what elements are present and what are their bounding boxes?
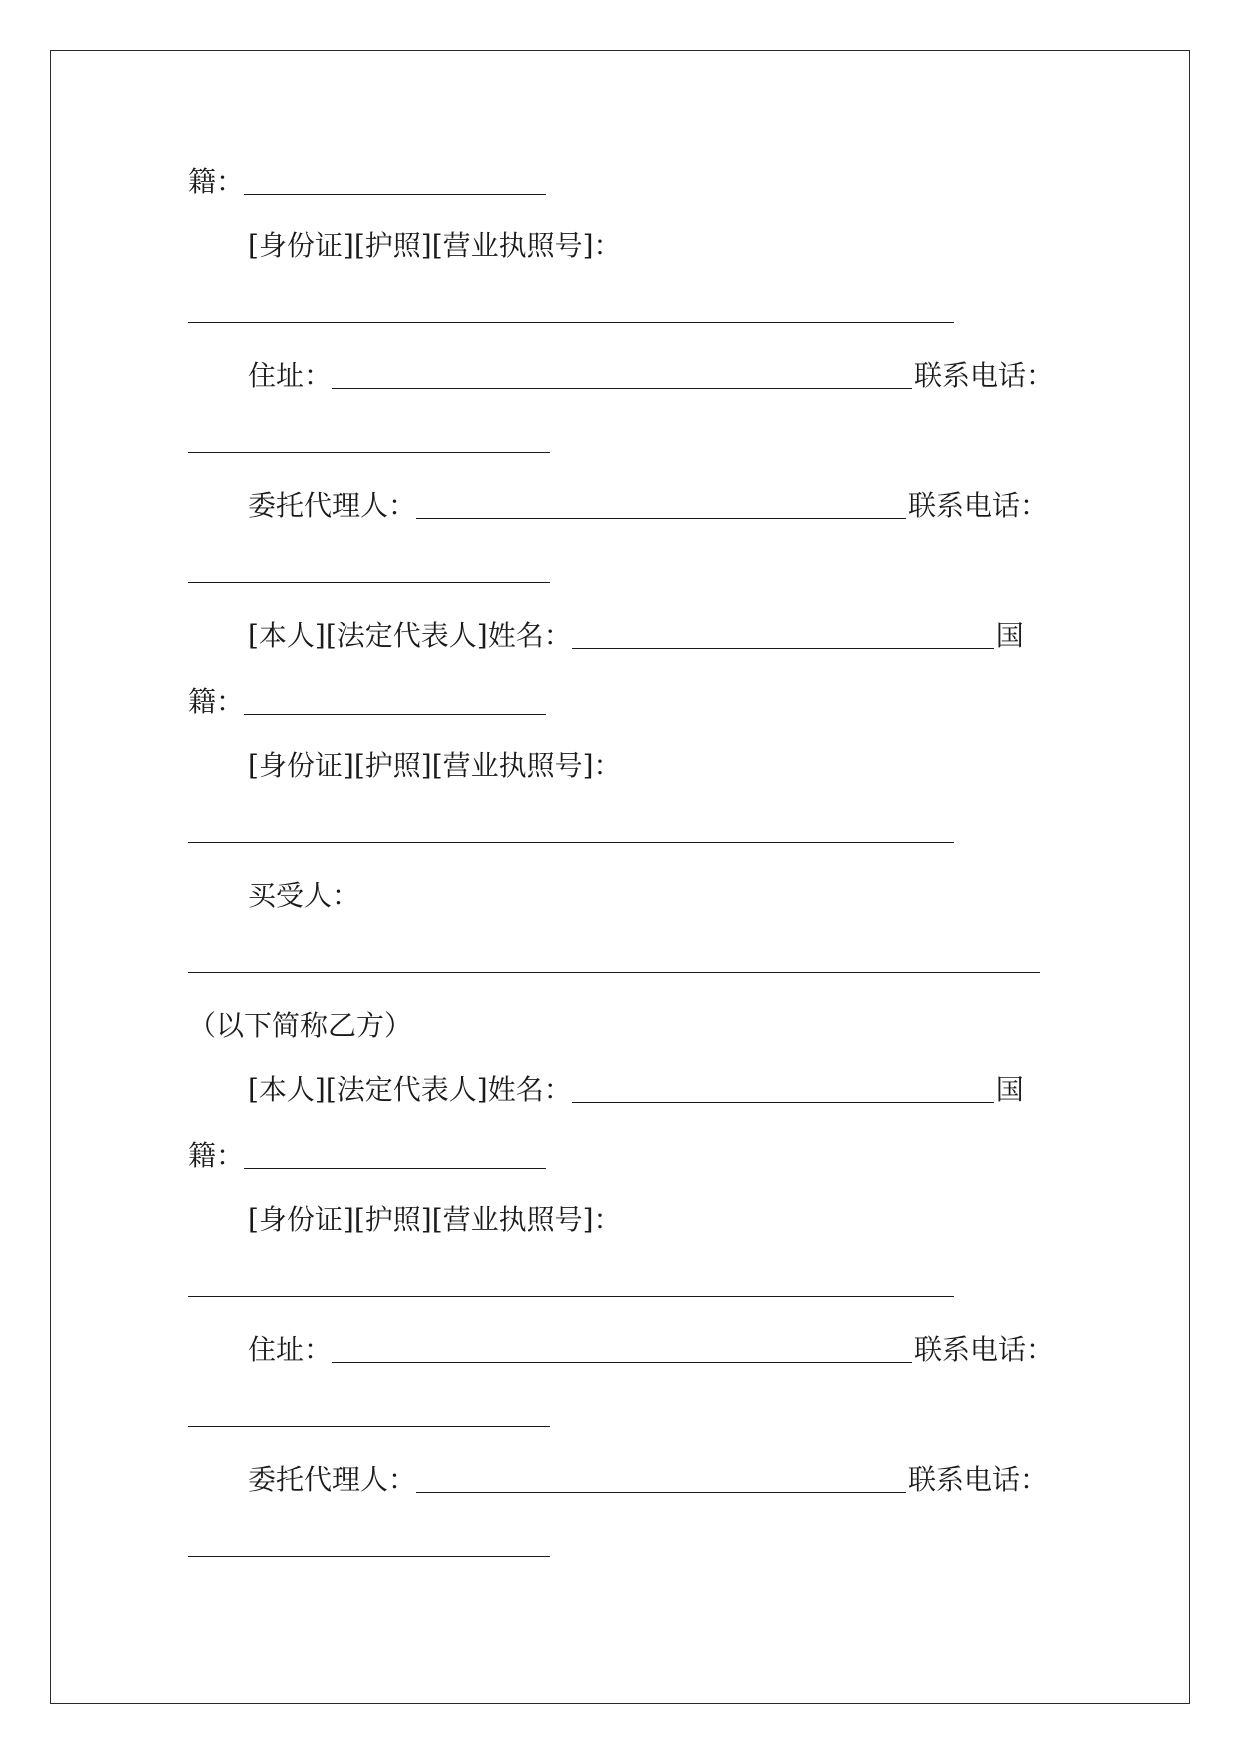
- phone-blank-line: [188, 550, 550, 590]
- buyer-line: [248, 876, 360, 916]
- agent-line: [248, 1460, 1048, 1500]
- nationality-line: [188, 682, 546, 722]
- field-label: [身份证][护照][营业执照号]：: [248, 749, 622, 782]
- phone-blank[interactable]: [188, 581, 550, 583]
- id-number-blank-line: [188, 290, 954, 330]
- nationality-blank[interactable]: [244, 193, 546, 195]
- nationality-label-start: 国: [995, 1073, 1024, 1106]
- address-line: [248, 1330, 1054, 1370]
- phone-blank-line: [188, 420, 550, 460]
- id-number-label-line: [248, 226, 622, 266]
- field-label: 籍：: [188, 685, 245, 718]
- id-number-label-line: [248, 746, 622, 786]
- buyer-blank-line: [188, 940, 1040, 980]
- field-label: 委托代理人：: [248, 489, 417, 522]
- name-line: [248, 616, 1024, 656]
- id-number-blank-line: [188, 810, 954, 850]
- field-label: [本人][法定代表人]姓名：: [248, 1073, 572, 1106]
- phone-label: 联系电话：: [914, 359, 1055, 392]
- agent-line: [248, 486, 1048, 526]
- phone-blank[interactable]: [188, 1555, 550, 1557]
- field-label: 住址：: [248, 359, 333, 392]
- address-blank[interactable]: [332, 1361, 912, 1363]
- phone-blank[interactable]: [188, 1425, 550, 1427]
- phone-label: 联系电话：: [914, 1333, 1055, 1366]
- id-number-blank-line: [188, 1264, 954, 1304]
- field-label: 住址：: [248, 1333, 333, 1366]
- nationality-blank[interactable]: [244, 1167, 546, 1169]
- phone-blank[interactable]: [188, 451, 550, 453]
- address-blank[interactable]: [332, 387, 912, 389]
- id-number-blank[interactable]: [188, 841, 954, 843]
- phone-label: 联系电话：: [908, 1463, 1049, 1496]
- address-line: [248, 356, 1054, 396]
- buyer-blank[interactable]: [188, 971, 1040, 973]
- name-blank[interactable]: [572, 1101, 994, 1103]
- nationality-label-start: 国: [995, 619, 1024, 652]
- phone-label: 联系电话：: [908, 489, 1049, 522]
- party-b-note-line: [188, 1006, 412, 1046]
- id-number-label-line: [248, 1200, 622, 1240]
- phone-blank-line: [188, 1394, 550, 1434]
- nationality-line: [188, 1136, 546, 1176]
- nationality-line: [188, 162, 546, 202]
- field-label: 买受人：: [248, 879, 361, 912]
- party-b-note: （以下简称乙方）: [188, 1009, 413, 1042]
- field-label: [身份证][护照][营业执照号]：: [248, 229, 622, 262]
- field-label: [身份证][护照][营业执照号]：: [248, 1203, 622, 1236]
- name-blank[interactable]: [572, 647, 994, 649]
- agent-blank[interactable]: [416, 1491, 906, 1493]
- agent-blank[interactable]: [416, 517, 906, 519]
- nationality-blank[interactable]: [244, 713, 546, 715]
- field-label: 籍：: [188, 1139, 245, 1172]
- field-label: 委托代理人：: [248, 1463, 417, 1496]
- phone-blank-line: [188, 1524, 550, 1564]
- field-label: 籍：: [188, 165, 245, 198]
- field-label: [本人][法定代表人]姓名：: [248, 619, 572, 652]
- name-line: [248, 1070, 1024, 1110]
- id-number-blank[interactable]: [188, 321, 954, 323]
- id-number-blank[interactable]: [188, 1295, 954, 1297]
